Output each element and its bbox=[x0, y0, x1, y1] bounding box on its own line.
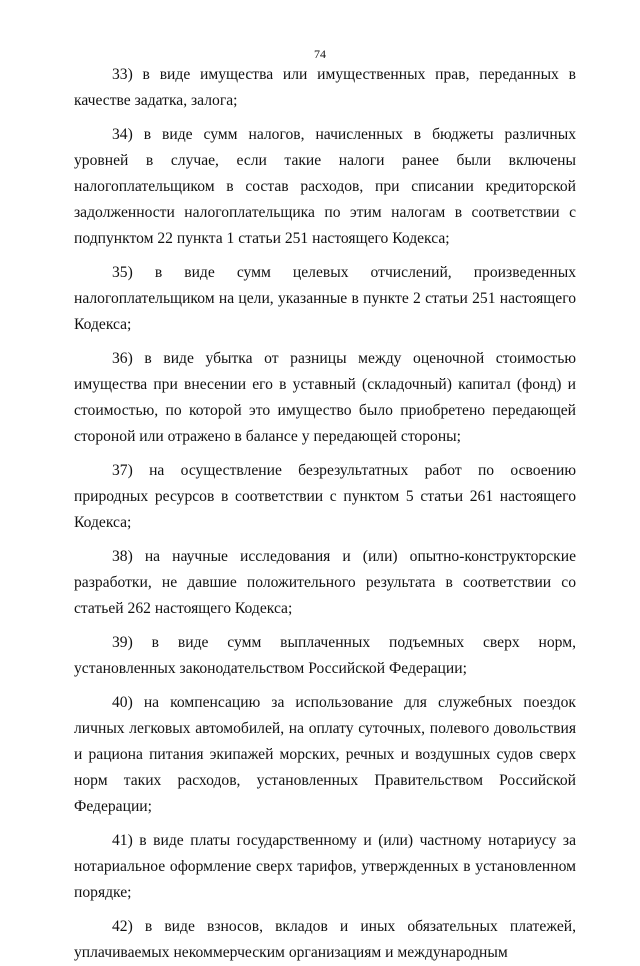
item-35: 35) в виде сумм целевых отчислений, произведенных налогоплательщиком на цели, указанные в пункте 2 статьи 251 настоящего Кодекса; bbox=[74, 264, 576, 333]
item-41: 41) в виде платы государственному и (или) частному нотариусу за нотариальное оформление сверх тарифов, утвержденных в установленном порядке; bbox=[74, 832, 576, 901]
item-38: 38) на научные исследования и (или) опытно-конструкторские разработки, не давшие положительного результата в соответствии со статьей 262 настоящего Кодекса; bbox=[74, 548, 576, 617]
item-40: 40) на компенсацию за использование для служебных поездок личных легковых автомобилей, на оплату суточных, полевого довольствия и рациона питания экипажей морских, речных и воздушных судов сверх норм таких расходов, установленных Правительством Российской Федерации; bbox=[74, 694, 576, 815]
item-37: 37) на осуществление безрезультатных работ по освоению природных ресурсов в соответствии с пунктом 5 статьи 261 настоящего Кодекса; bbox=[74, 462, 576, 531]
item-34: 34) в виде сумм налогов, начисленных в бюджеты различных уровней в случае, если такие налоги ранее были включены налогоплательщиком в состав расходов, при списании кредиторской задолженности налогоплательщика по этим налогам в соответствии с подпунктом 22 пункта 1 статьи 251 настоящего Кодекса; bbox=[74, 126, 576, 247]
item-39: 39) в виде сумм выплаченных подъемных сверх норм, установленных законодательством Российской Федерации; bbox=[74, 634, 576, 677]
item-36: 36) в виде убытка от разницы между оценочной стоимостью имущества при внесении его в уставный (складочный) капитал (фонд) и стоимостью, по которой это имущество было приобретено передающей стороной или отражено в балансе у передающей стороны; bbox=[74, 350, 576, 445]
page-number: 74 bbox=[314, 47, 326, 61]
item-42: 42) в виде взносов, вкладов и иных обязательных платежей, уплачиваемых некоммерческим организациям и международным bbox=[74, 918, 576, 961]
item-33: 33) в виде имущества или имущественных прав, переданных в качестве задатка, залога; bbox=[74, 66, 576, 109]
article-items bbox=[74, 62, 576, 966]
